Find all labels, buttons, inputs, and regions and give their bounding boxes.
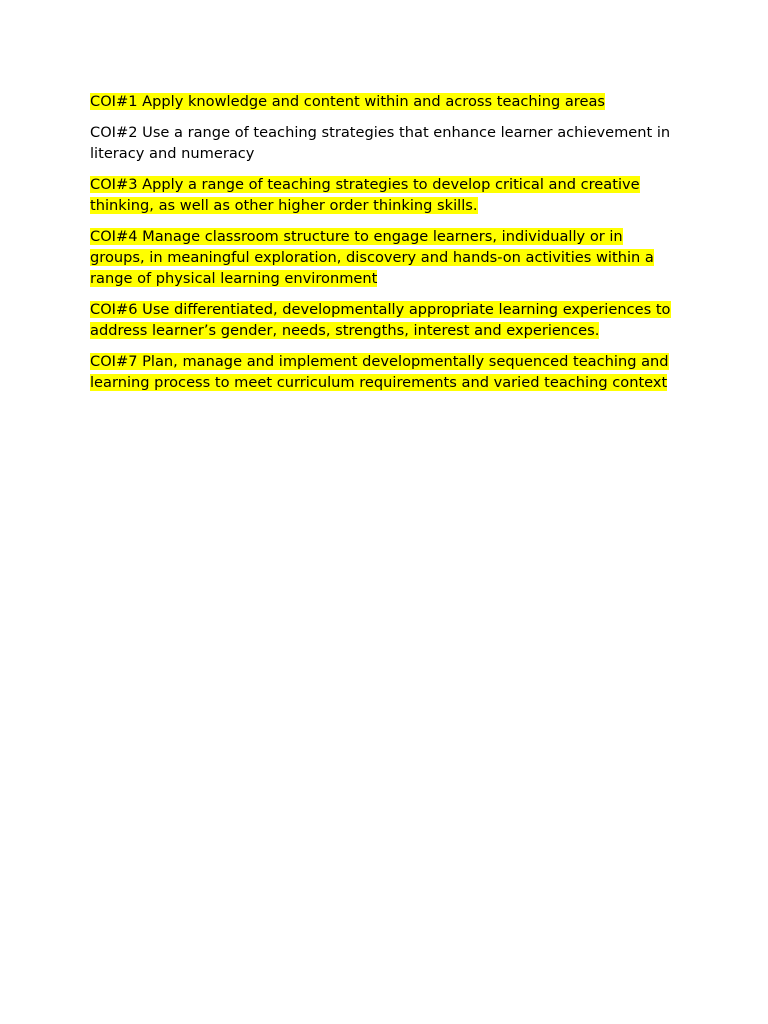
paragraph-text: COI#6 Use differentiated, developmentally appropriate learning experiences to address learner’s gender, needs, strengths, interest and experiences. <box>90 301 671 339</box>
document-body <box>90 91 680 403</box>
paragraph-text: COI#2 Use a range of teaching strategies that enhance learner achievement in literacy and numeracy <box>90 124 671 162</box>
paragraph-coi-2 <box>90 122 680 164</box>
paragraph-text: COI#4 Manage classroom structure to engage learners, individually or in groups, in meaningful exploration, discovery and hands-on activities within a range of physical learning environment <box>90 228 654 287</box>
paragraph-coi-1 <box>90 91 680 112</box>
paragraph-coi-7 <box>90 351 680 393</box>
paragraph-text: COI#7 Plan, manage and implement developmentally sequenced teaching and learning process to meet curriculum requirements and varied teaching context <box>90 353 669 391</box>
paragraph-coi-3 <box>90 174 680 216</box>
paragraph-text: COI#1 Apply knowledge and content within and across teaching areas <box>90 93 606 110</box>
paragraph-text: COI#3 Apply a range of teaching strategies to develop critical and creative thinking, as well as other higher order thinking skills. <box>90 176 640 214</box>
paragraph-coi-6 <box>90 299 680 341</box>
paragraph-coi-4 <box>90 226 680 289</box>
